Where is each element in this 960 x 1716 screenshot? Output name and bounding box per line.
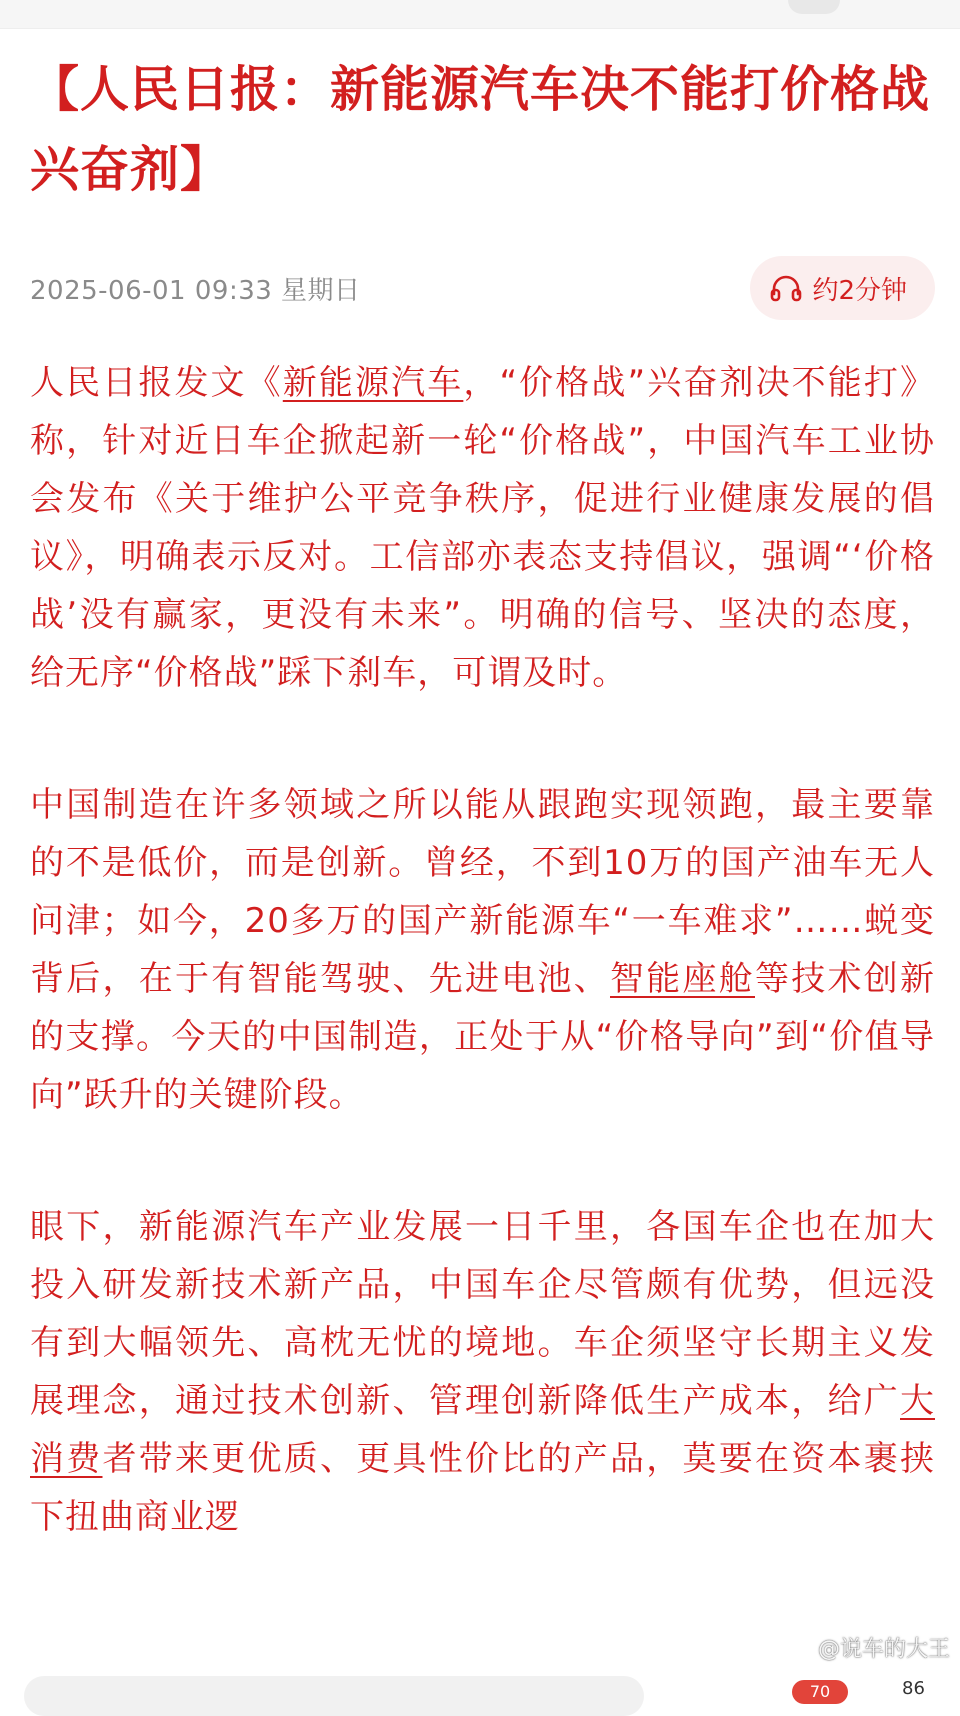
- paragraph-text: ，“价格战”兴奋剂决不能打》称，针对近日车企掀起新一轮“价格战”，中国汽车工业协会发布《关于维护公平竞争秩序，促进行业健康发展的倡议》，明确表示反对。工信部亦表态支持倡议，强调“‘价格战’没有赢家，更没有未来”。明确的信号、坚决的态度，给无序“价格战”踩下刹车，可谓及时。: [30, 363, 936, 693]
- weibo-watermark: [782, 1632, 950, 1663]
- article-body: [30, 354, 935, 1546]
- comment-count-badge[interactable]: 70: [792, 1680, 848, 1704]
- publish-date: 2025-06-01 09:33 星期日: [30, 276, 361, 306]
- article-meta: [30, 256, 935, 320]
- headphone-icon: [770, 274, 802, 302]
- listen-duration-label: 约2分钟: [812, 275, 907, 306]
- paragraph-text: 人民日报发文《: [30, 363, 283, 403]
- top-strip: [0, 0, 960, 29]
- watermark-text: @说车的大王: [818, 1637, 951, 1662]
- topic-link-new-energy-vehicle[interactable]: 新能源汽车: [282, 363, 464, 403]
- paragraph-text: 眼下，新能源汽车产业发展一日千里，各国车企也在加大投入研发新技术新产品，中国车企尽管颇有优势，但远没有到大幅领先、高枕无忧的境地。车企须坚守长期主义发展理念，通过技术创新、管理创新降低生产成本，给广: [30, 1207, 935, 1421]
- paragraph-3: [30, 1198, 935, 1546]
- topic-link-smart-cockpit[interactable]: 智能座舱: [610, 959, 755, 999]
- paragraph-text: 等技术创新的支撑。今天的中国制造，正处于从“价格导向”到“价值导向”跃升的关键阶段。: [30, 959, 935, 1115]
- weibo-icon: [782, 1635, 812, 1661]
- comment-input[interactable]: [24, 1676, 644, 1716]
- top-strip-pill: [788, 0, 840, 14]
- paragraph-text: 者带来更优质、更具性价比的产品，莫要在资本裹挟下扭曲商业逻: [30, 1439, 935, 1537]
- article: [30, 50, 935, 1620]
- topic-link-big-consumption[interactable]: 大消费: [30, 1381, 935, 1479]
- article-title: 【人民日报：新能源汽车决不能打价格战兴奋剂】: [30, 61, 931, 198]
- like-count[interactable]: 86: [902, 1678, 925, 1699]
- paragraph-text: 中国制造在许多领域之所以能从跟跑实现领跑，最主要靠的不是低价，而是创新。曾经，不到10万的国产油车无人问津；如今，20多万的国产新能源车“一车难求”……蜕变背后，在于有智能驾驶、先进电池、: [30, 785, 935, 999]
- listen-button[interactable]: [750, 256, 935, 320]
- bottom-bar: [0, 1670, 960, 1702]
- paragraph-2: [30, 776, 935, 1124]
- paragraph-1: [30, 354, 935, 702]
